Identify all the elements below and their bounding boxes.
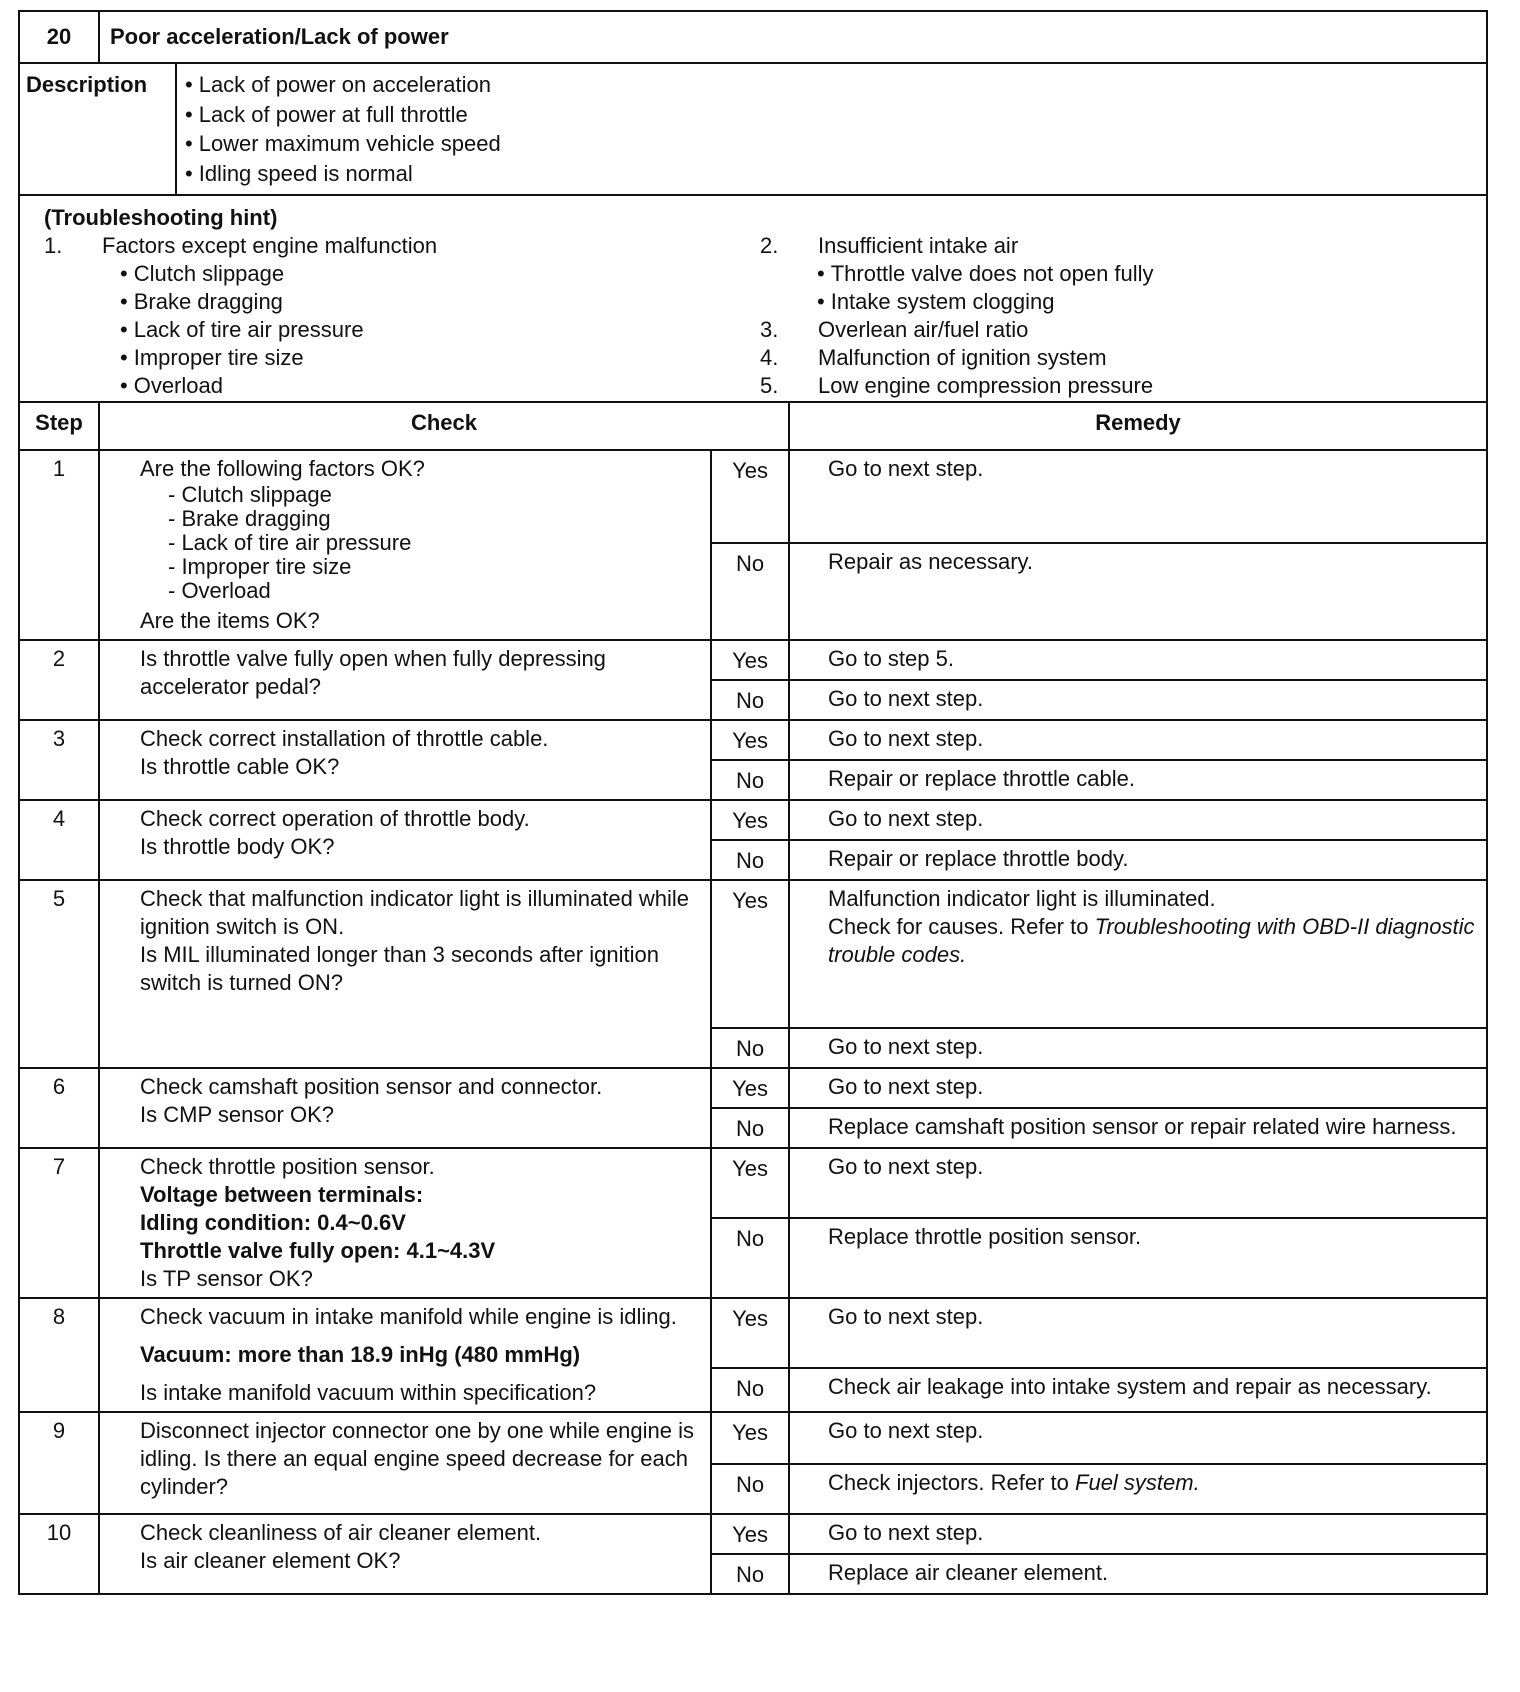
- step-number: 10: [19, 1514, 99, 1594]
- hint-number: 1.: [44, 233, 63, 258]
- check-text: Is MIL illuminated longer than 3 seconds after ignition switch is turned ON?: [140, 942, 659, 995]
- remedy-cell: [789, 1464, 1487, 1514]
- remedy-no: Repair or replace throttle body.: [789, 840, 1487, 880]
- hint-sub-item: • Brake dragging: [44, 288, 704, 316]
- remedy-no: Repair or replace throttle cable.: [789, 760, 1487, 800]
- check-text: Is throttle valve fully open when fully depressing accelerator pedal?: [99, 640, 711, 720]
- check-text: Is TP sensor OK?: [140, 1266, 313, 1291]
- document-frame: [18, 10, 1488, 403]
- hint-number: 4.: [760, 345, 779, 370]
- table-row: [19, 800, 1487, 840]
- spec-text: Idling condition: 0.4~0.6V: [140, 1210, 406, 1235]
- step-number: 9: [19, 1412, 99, 1514]
- step-number: 7: [19, 1148, 99, 1298]
- hint-text: Insufficient intake air: [818, 233, 1019, 258]
- table-row: [19, 450, 1487, 543]
- hint-text: Overlean air/fuel ratio: [818, 317, 1029, 342]
- hint-heading: (Troubleshooting hint): [44, 205, 278, 230]
- no-label: No: [711, 1108, 789, 1148]
- no-label: No: [711, 1554, 789, 1594]
- section-header: [20, 12, 1486, 62]
- yes-label: Yes: [711, 640, 789, 680]
- yes-label: Yes: [711, 800, 789, 840]
- check-text: Are the following factors OK?: [140, 456, 425, 481]
- remedy-no: Go to next step.: [789, 1028, 1487, 1068]
- no-label: No: [711, 1218, 789, 1298]
- hint-right-column: [760, 232, 1460, 400]
- step-number: 6: [19, 1068, 99, 1148]
- table-header-row: [19, 402, 1487, 450]
- remedy-yes: Go to next step.: [789, 1514, 1487, 1554]
- remedy-no: Replace throttle position sensor.: [789, 1218, 1487, 1298]
- check-item: - Brake dragging: [168, 506, 331, 531]
- remedy-yes: Go to next step.: [789, 1298, 1487, 1368]
- hint-sub-item: • Throttle valve does not open fully: [760, 260, 1460, 288]
- table-row: [19, 1068, 1487, 1108]
- check-cell: [99, 1298, 711, 1412]
- spec-text: Throttle valve fully open: 4.1~4.3V: [140, 1238, 496, 1263]
- col-step-header: Step: [19, 402, 99, 450]
- check-text: Check cleanliness of air cleaner element.: [140, 1520, 542, 1545]
- yes-label: Yes: [711, 450, 789, 543]
- check-text: Is intake manifold vacuum within specification?: [140, 1380, 597, 1405]
- yes-label: Yes: [711, 1148, 789, 1218]
- remedy-yes: Go to next step.: [789, 450, 1487, 543]
- check-table: [18, 401, 1488, 1595]
- spec-text: Vacuum: more than 18.9 inHg (480 mmHg): [140, 1342, 581, 1367]
- yes-label: Yes: [711, 1514, 789, 1554]
- hint-sub-item: • Lack of tire air pressure: [44, 316, 704, 344]
- section-number: 20: [20, 12, 100, 62]
- remedy-yes: Malfunction indicator light is illuminated.: [828, 886, 1216, 911]
- check-text: Is air cleaner element OK?: [140, 1548, 401, 1573]
- check-cell: [99, 720, 711, 800]
- check-text: Is throttle body OK?: [140, 834, 335, 859]
- check-item: - Clutch slippage: [168, 482, 332, 507]
- check-text: Disconnect injector connector one by one while engine is idling. Is there an equal engine speed decrease for each cylinder?: [99, 1412, 711, 1514]
- description-item: • Idling speed is normal: [185, 159, 1486, 189]
- no-label: No: [711, 543, 789, 640]
- hint-number: 2.: [760, 233, 779, 258]
- table-row: [19, 640, 1487, 680]
- check-text: Is throttle cable OK?: [140, 754, 340, 779]
- description-label: Description: [20, 64, 177, 194]
- hint-sub-item: • Improper tire size: [44, 344, 704, 372]
- hint-left-column: [44, 232, 704, 400]
- remedy-no: Replace camshaft position sensor or repair related wire harness.: [789, 1108, 1487, 1148]
- check-text: Check that malfunction indicator light is illuminated while ignition switch is ON.: [140, 886, 690, 939]
- remedy-yes: Go to next step.: [789, 1412, 1487, 1464]
- remedy-yes: Go to next step.: [789, 1148, 1487, 1218]
- hint-number: 3.: [760, 317, 779, 342]
- check-cell: [99, 1068, 711, 1148]
- step-number: 1: [19, 450, 99, 640]
- step-number: 8: [19, 1298, 99, 1412]
- remedy-yes: Go to step 5.: [789, 640, 1487, 680]
- no-label: No: [711, 680, 789, 720]
- remedy-no: Go to next step.: [789, 680, 1487, 720]
- table-row: [19, 880, 1487, 1028]
- remedy-cell: [789, 880, 1487, 1028]
- no-label: No: [711, 1028, 789, 1068]
- no-label: No: [711, 1464, 789, 1514]
- description-item: • Lack of power at full throttle: [185, 100, 1486, 130]
- section-title: Poor acceleration/Lack of power: [110, 24, 449, 49]
- check-text: Are the items OK?: [140, 608, 320, 633]
- table-row: [19, 720, 1487, 760]
- step-number: 2: [19, 640, 99, 720]
- description-item: • Lack of power on acceleration: [185, 70, 1486, 100]
- check-item: - Improper tire size: [168, 554, 352, 579]
- yes-label: Yes: [711, 1412, 789, 1464]
- hint-sub-item: • Clutch slippage: [44, 260, 704, 288]
- hint-text: Factors except engine malfunction: [102, 233, 438, 258]
- description-list: [177, 64, 1486, 194]
- reference-link: Fuel system.: [1075, 1470, 1200, 1495]
- check-cell: [99, 1514, 711, 1594]
- hint-text: Malfunction of ignition system: [818, 345, 1107, 370]
- check-item: - Overload: [168, 578, 271, 603]
- hint-number: 5.: [760, 373, 779, 398]
- remedy-yes: Go to next step.: [789, 1068, 1487, 1108]
- check-text: Check correct installation of throttle cable.: [140, 726, 549, 751]
- yes-label: Yes: [711, 720, 789, 760]
- remedy-no: Check air leakage into intake system and repair as necessary.: [789, 1368, 1487, 1412]
- remedy-yes: Go to next step.: [789, 720, 1487, 760]
- table-row: [19, 1412, 1487, 1464]
- remedy-yes: Check for causes. Refer to: [828, 914, 1089, 939]
- hint-sub-item: • Overload: [44, 372, 704, 400]
- yes-label: Yes: [711, 1068, 789, 1108]
- yes-label: Yes: [711, 880, 789, 1028]
- table-row: [19, 1514, 1487, 1554]
- check-text: Check vacuum in intake manifold while engine is idling.: [140, 1304, 677, 1329]
- remedy-no: Check injectors. Refer to: [828, 1470, 1069, 1495]
- remedy-no: Repair as necessary.: [789, 543, 1487, 640]
- check-item: - Lack of tire air pressure: [168, 530, 412, 555]
- hint-sub-item: • Intake system clogging: [760, 288, 1460, 316]
- no-label: No: [711, 1368, 789, 1412]
- check-cell: [99, 1148, 711, 1298]
- description-item: • Lower maximum vehicle speed: [185, 129, 1486, 159]
- reference-link: Troubleshooting with OBD-II diagnostic trouble codes.: [828, 914, 1475, 967]
- spec-text: Voltage between terminals:: [140, 1182, 424, 1207]
- table-row: [19, 1148, 1487, 1218]
- table-row: [19, 1298, 1487, 1368]
- hint-text: Low engine compression pressure: [818, 373, 1154, 398]
- yes-label: Yes: [711, 1298, 789, 1368]
- troubleshooting-hint: [20, 194, 1486, 401]
- remedy-no: Replace air cleaner element.: [789, 1554, 1487, 1594]
- check-text: Is CMP sensor OK?: [140, 1102, 334, 1127]
- check-cell: [99, 450, 711, 640]
- check-cell: [99, 800, 711, 880]
- col-check-header: Check: [99, 402, 789, 450]
- check-cell: [99, 880, 711, 1068]
- check-text: Check camshaft position sensor and connector.: [140, 1074, 603, 1099]
- step-number: 5: [19, 880, 99, 1068]
- check-text: Check throttle position sensor.: [140, 1154, 435, 1179]
- troubleshooting-page: [18, 10, 1488, 1595]
- description-block: [20, 62, 1486, 194]
- no-label: No: [711, 760, 789, 800]
- no-label: No: [711, 840, 789, 880]
- col-remedy-header: Remedy: [789, 402, 1487, 450]
- step-number: 3: [19, 720, 99, 800]
- remedy-yes: Go to next step.: [789, 800, 1487, 840]
- check-text: Check correct operation of throttle body.: [140, 806, 530, 831]
- step-number: 4: [19, 800, 99, 880]
